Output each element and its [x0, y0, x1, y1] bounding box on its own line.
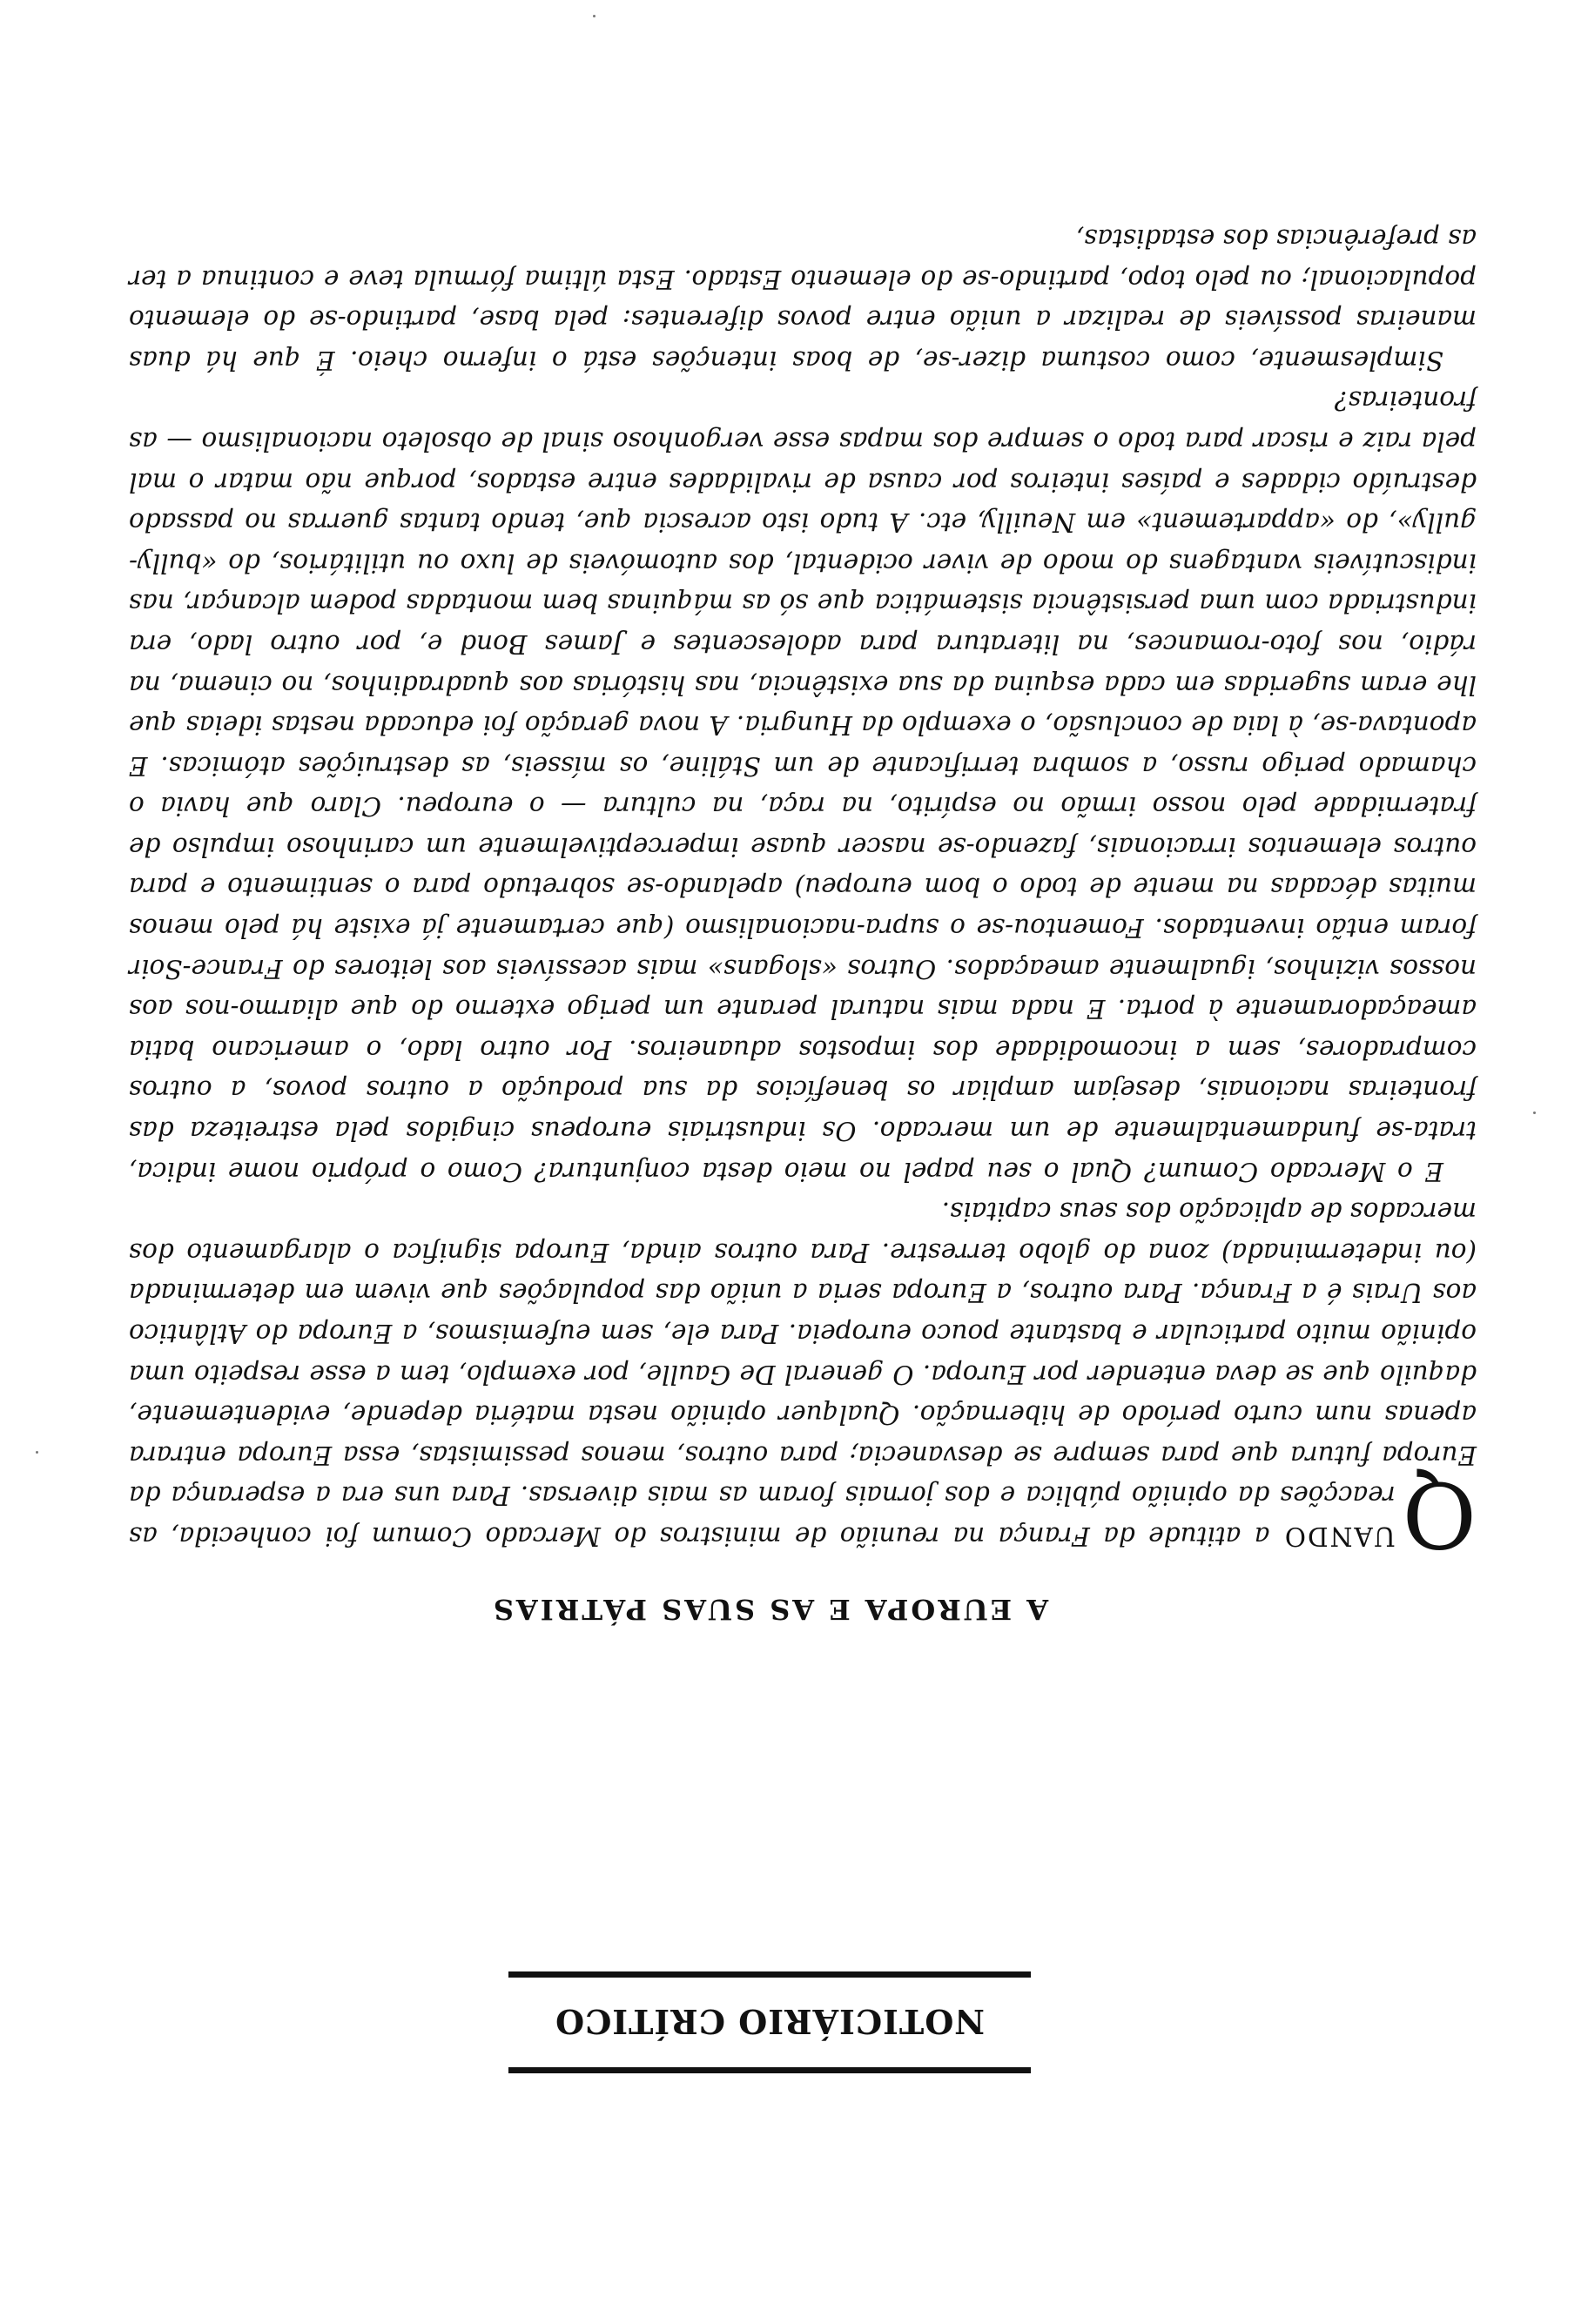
- header-rule-top: [508, 2067, 1031, 2073]
- paragraph-1: [129, 1192, 1477, 1568]
- scan-speck: [593, 15, 596, 17]
- article-title: A EUROPA E AS SUAS PÁTRIAS: [490, 1593, 1049, 1626]
- paragraph-1-text: a atitude da França na reunião de ministros do Mercado Comum foi conhecida, as reacções da opinião pública e dos jornais foram as mais diversas. Para uns era a esperança da Europa futura que para sempre se desvanecia; para outros, menos pessimistas, essa Europa entrara apenas num curto período de hibernação. Qualquer opinião nesta matéria depende, evidentemente, daquilo que se deva entender por Europa. O general De Gaulle, por exemplo, tem a esse respeito uma opinião muito particular e bastante pouco europeia. Para ele, sem eufemismos, a Europa do Atlântico aos Urais é a França. Para outros, a Europa seria a união das populações que vivem em determinada (ou indeterminada) zona do globo terrestre. Para outros ainda, Europa significa o alargamento dos mercados de aplicação dos seus capitais.: [129, 1197, 1477, 1551]
- scan-speck: [36, 1451, 38, 1454]
- header-rule-bottom: [508, 1971, 1031, 1978]
- opening-word: UANDO: [1282, 1521, 1396, 1551]
- paragraph-2: E o Mercado Comum? Qual o seu papel no meio desta conjuntura? Como o próprio nome indica, trata-se fundamentalmente de um mercado. Os industriais europeus cingidos pela estreiteza das fronteiras nacionais, desejam ampliar os benefícios da sua produção a outros povos, a outros compradores, sem a incomodidade dos impostos aduaneiros. Por outro lado, o americano batia ameaçadoramente à porta. E nada mais natural perante um perigo externo do que aliarmo-nos aos nossos vizinhos, igualmente ameaçados. Outros «slogans» mais acessíveis aos leitores do France-Soir foram então inventados. Fomentou-se o supra-nacionalismo (que certamente já existe há pelo menos muitas décadas na mente de todo o bom europeu) apelando-se sobretudo para o sentimento e para outros elementos irracionais, fazendo-se nascer quase imperceptivelmente um carinhoso impulso de fraternidade pelo nosso irmão no espírito, na raça, na cultura — o europeu. Claro que havia o chamado perigo russo, a sombra terrificante de um Stáline, os mísseis, as destruições atómicas. E apontava-se, à laia de conclusão, o exemplo da Hungria. A nova geração foi educada nestas ideias que lhe eram sugeridas em cada esquina da sua existência, nas histórias aos quadradinhos, no cinema, na rádio, nos foto-romances, na literatura para adolescentes e James Bond e, por outro lado, era industriada com uma persistência sistemática que só as máquinas bem montadas podem alcançar, nas indiscutíveis vantagens do modo de viver ocidental, dos automóveis de luxo ou utilitários, do «bully-gully», do «appartement» em Neuilly, etc. A tudo isto acrescia que, tendo tantas guerras no passado destruído cidades e países inteiros por causa de rivalidades entre estados, porque não matar o mal pela raiz e riscar para todo o sempre dos mapas esse vergonhoso sinal de obsoleto nacionalismo — as fronteiras?: [129, 386, 1477, 1186]
- section-title: NOTICIÁRIO CRÍTICO: [554, 2002, 986, 2041]
- drop-cap: Q: [1402, 1461, 1477, 1568]
- paragraph-3: Simplesmente, como costuma dizer-se, de boas intenções está o inferno cheio. É que há duas maneiras possíveis de realizar a união entre povos diferentes: pela base, partindo-se do elemento populacional; ou pelo topo, partindo-se do elemento Estado. Esta última fórmula teve e continua a ter as preferências dos estadistas,: [129, 224, 1477, 375]
- section-header: [508, 1971, 1031, 2073]
- article-body: [129, 218, 1477, 1568]
- scan-speck: [1533, 1112, 1536, 1114]
